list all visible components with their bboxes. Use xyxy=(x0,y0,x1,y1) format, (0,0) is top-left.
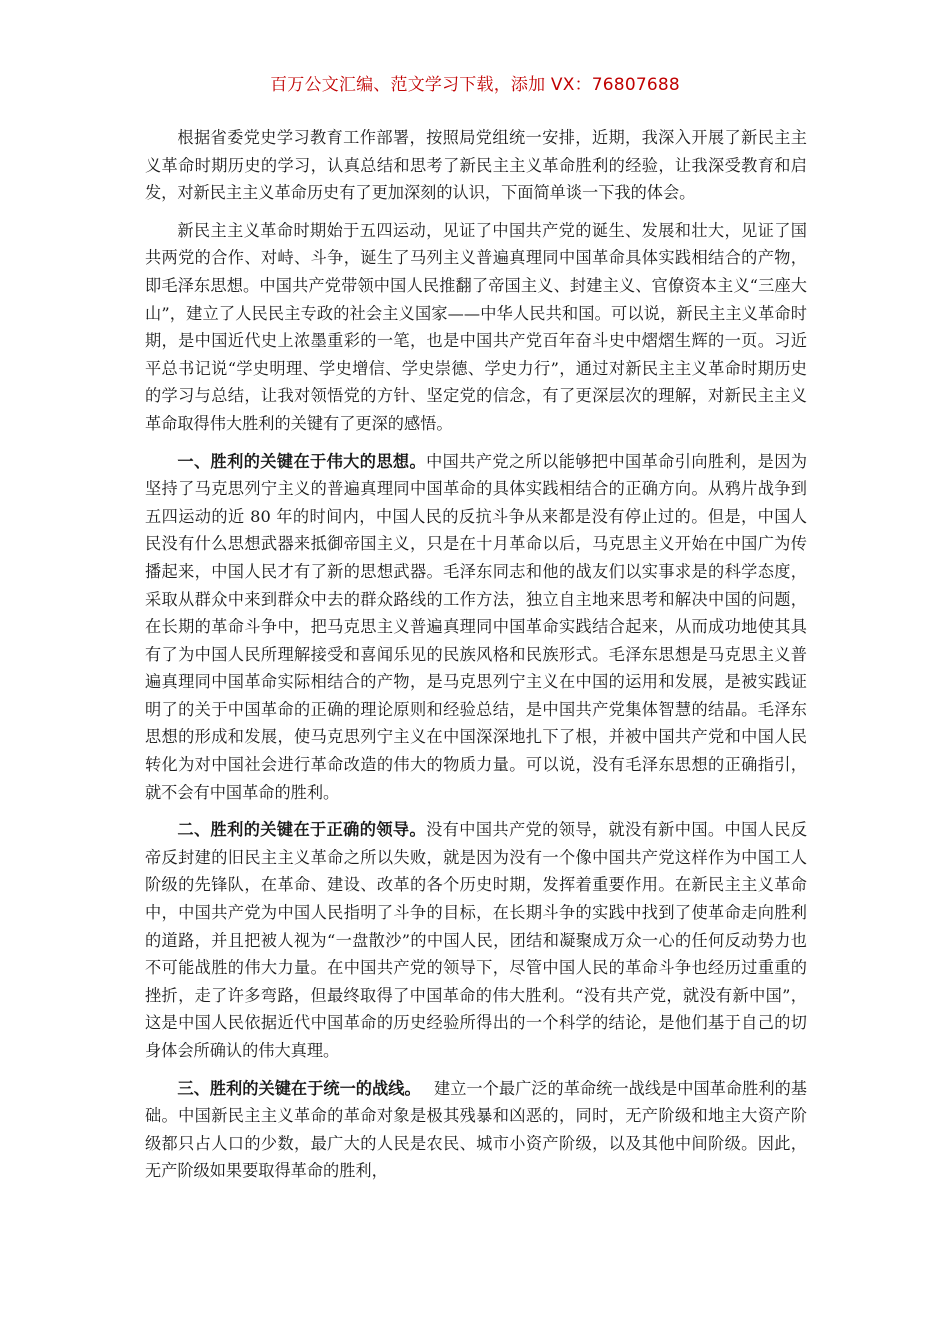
header-watermark-text: 百万公文汇编、范文学习下载，添加 VX：76807688 xyxy=(270,75,680,95)
section-heading: 三、胜利的关键在于统一的战线。 xyxy=(177,1078,413,1098)
paragraph-text: 建立一个最广泛的革命统一战线是中国革命胜利的基础。中国新民主主义革命的革命对象是极其残暴和凶恶的，同时，无产阶级和地主大资产阶级都只占人口的少数，最广大的人民是农民、城市小资产阶级，以及其他中间阶级。因此，无产阶级如果要取得革命的胜利， xyxy=(145,1078,807,1181)
paragraph-section-2 xyxy=(145,816,807,1064)
paragraph-background xyxy=(145,217,807,438)
section-heading: 二、胜利的关键在于正确的领导。 xyxy=(177,820,427,840)
paragraph-text: 没有中国共产党的领导，就没有新中国。中国人民反帝反封建的旧民主主义革命之所以失败，就是因为没有一个像中国共产党这样作为中国工人阶级的先锋队，在革命、建设、改革的各个历史时期，发挥着重要作用。在新民主主义革命 中，中国共产党为中国人民指明了斗争的目标，在长期斗争的实践中找到了使革命走向胜利的道路，并且把被人视为“一盘散沙”的中国人民，团结和凝聚成万众一心的任何反动势力也不可能战胜的伟大力量。在中国共产党的领导下，尽管中国人民的革命斗争也经历过重重的挫折，走了许多弯路，但最终取得了中国革命的伟大胜利。“没有共产党，就没有新中国”，这是中国人民依据近代中国革命的历史经验所得出的一个科学的结论，是他们基于自己的切身体会所确认的伟大真理。 xyxy=(145,820,808,1060)
section-heading: 一、胜利的关键在于伟大的思想。 xyxy=(177,451,427,471)
paragraph-section-3 xyxy=(145,1075,807,1185)
paragraph-text: 中国共产党之所以能够把中国革命引向胜利，是因为坚持了马克思列宁主义的普遍真理同中国革命的具体实践相结合的正确方向。从鸦片战争到五四运动的近 80 年的时间内，中国人民的反抗斗争从来都是没有停止过的。但是，中国人民没有什么思想武器来抵御帝国主义，只是在十月革命以后，马克思主义开始在中国广为传播起来，中国人民才有了新的思想武器。毛泽东同志和他的战友们以实事求是的科学态度，采取从群众中来到群众中去的群众路线的工作方法，独立自主地来思考和解决中国的问题，在长期的革命斗争中，把马克思主义普遍真理同中国革命实践结合起来，从而成功地使其具有了为中国人民所理解接受和喜闻乐见的民族风格和民族形式。毛泽东思想是马克思主义普遍真理同中国革命实际相结合的产物，是马克思列宁主义在中国的运用和发展，是被实践证明了的关于中国革命的正确的理论原则和经验总结，是中国共产党集体智慧的结晶。毛泽东思想的形成和发展，使马克思列宁主义在中国深深地扎下了根，并被中国共产党和中国人民转化为对中国社会进行革命改造的伟大的物质力量。可以说，没有毛泽东思想的正确指引，就不会有中国革命的胜利。 xyxy=(145,451,808,802)
paragraph-section-1 xyxy=(145,448,807,807)
document-body xyxy=(145,124,807,1195)
paragraph-text: 根据省委党史学习教育工作部署，按照局党组统一安排，近期，我深入开展了新民主主义革命时期历史的学习，认真总结和思考了新民主主义革命胜利的经验，让我深受教育和启发，对新民主主义革命历史有了更加深刻的认识，下面简单谈一下我的体会。 xyxy=(145,128,807,203)
paragraph-text: 新民主主义革命时期始于五四运动，见证了中国共产党的诞生、发展和壮大，见证了国共两党的合作、对峙、斗争，诞生了马列主义普遍真理同中国革命具体实践相结合的产物，即毛泽东思想。中国共产党带领中国人民推翻了帝国主义、封建主义、官僚资本主义“三座大山”，建立了人民民主专政的社会主义国家——中华人民共和国。可以说，新民主主义革命时期，是中国近代史上浓墨重彩的一笔，也是中国共产党百年奋斗史中熠熠生辉的一页。习近平总书记说“学史明理、学史增信、学史崇德、学史力行”，通过对新民主主义革命时期历史的学习与总结，让我对领悟党的方针、坚定党的信念，有了更深层次的理解，对新民主主义革命取得伟大胜利的关键有了更深的感悟。 xyxy=(145,220,807,433)
paragraph-intro xyxy=(145,124,807,207)
